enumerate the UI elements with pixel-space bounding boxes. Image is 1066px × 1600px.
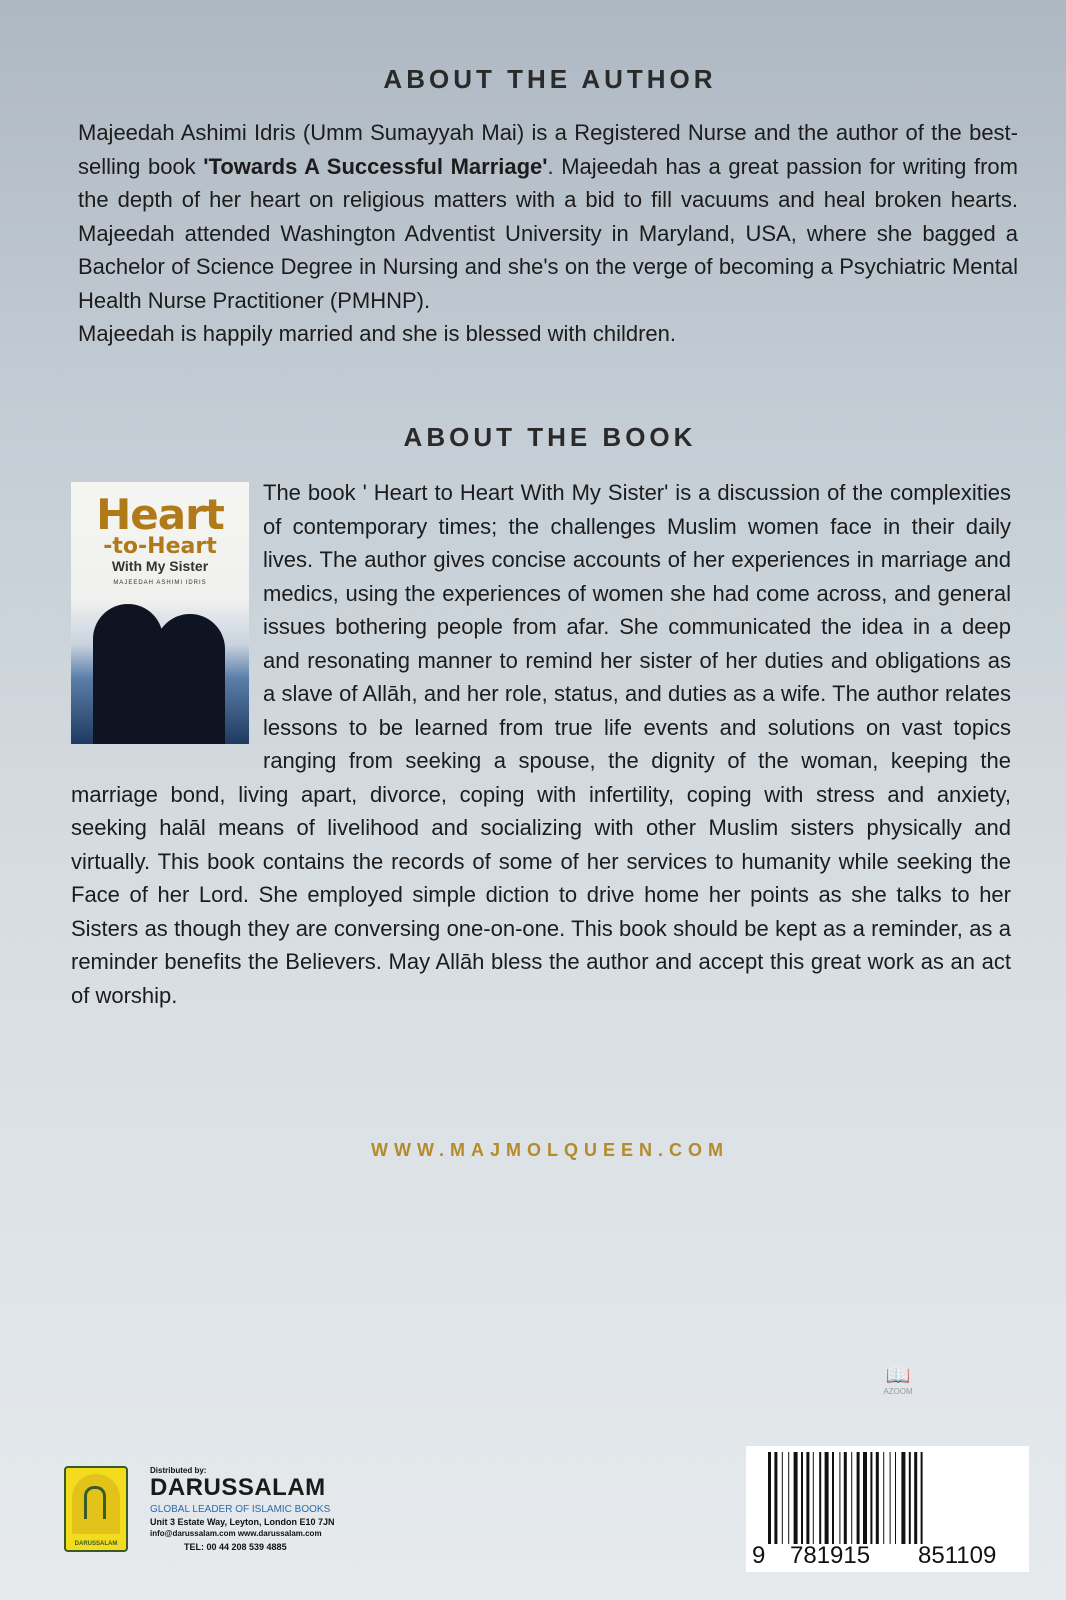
- publisher-block: [64, 1466, 364, 1556]
- book-title-bold: 'Towards A Successful Marriage': [203, 153, 548, 179]
- isbn-barcode: [746, 1446, 1029, 1572]
- publisher-name: DARUSSALAM: [150, 1474, 326, 1501]
- cover-figure-left: [93, 604, 163, 744]
- distributed-by-label: Distributed by:: [150, 1466, 207, 1475]
- website-url: WWW.MAJMOLQUEEN.COM: [371, 1140, 729, 1160]
- cover-title-line2: -to-Heart: [103, 534, 217, 559]
- author-bio: [78, 116, 1018, 351]
- azoom-watermark: [878, 1365, 918, 1396]
- author-bio-suffix: . Majeedah has a great passion for writing from the depth of her heart on religious matters with a bid to fill vacuums and heal broken hearts. Majeedah attended Washington Adventist University in Maryland, USA, where she bagged a Bachelor of Science Degree in Nursing and she's on the verge of becoming a Psychiatric Mental Health Nurse Practitioner (PMHNP).: [78, 153, 1018, 313]
- barcode-digits-right: 851109: [918, 1542, 997, 1569]
- publisher-tel: TEL: 00 44 208 539 4885: [184, 1542, 287, 1552]
- publisher-tagline: GLOBAL LEADER OF ISLAMIC BOOKS: [150, 1504, 331, 1515]
- about-author-heading: ABOUT THE AUTHOR: [383, 64, 717, 94]
- publisher-address: Unit 3 Estate Way, Leyton, London E10 7JN: [150, 1517, 335, 1527]
- book-icon: 📖: [885, 1365, 911, 1387]
- barcode-digits-left: 781915: [790, 1542, 871, 1569]
- cover-subtitle: With My Sister: [111, 558, 209, 574]
- cover-figure-right: [155, 614, 225, 744]
- book-description-block: [71, 476, 1011, 1012]
- author-bio-family: Majeedah is happily married and she is blessed with children.: [78, 321, 676, 346]
- mosque-arch-icon: [84, 1486, 106, 1519]
- author-bio-prefix: Majeedah Ashimi Idris (Umm Sumayyah Mai) is a Registered Nurse and the author of the best-selling book: [78, 120, 1018, 179]
- cover-title-line1: Heart: [96, 490, 224, 539]
- book-description-text: The book ' Heart to Heart With My Sister' is a discussion of the complexities of contemporary times; the challenges Muslim women face in their daily lives. The author gives concise accounts of her experiences in marriage and medics, using the experiences of women she had come across, and general issues bothering people from afar. She communicated the idea in a deep and resonating manner to remind her sister of her duties and obligations as a slave of Allāh, and her role, status, and duties as a wife. The author relates lessons to be learned from true life events and solutions on vast topics ranging from seeking a spouse, the dignity of the woman, keeping the marriage bond, living apart, divorce, coping with infertility, coping with stress and anxiety, seeking halāl means of livelihood and socializing with other Muslim sisters physically and virtually. This book contains the records of some of her services to humanity while seeking the Face of her Lord. She employed simple diction to drive home her points as she talks to her Sisters as though they are conversing one-on-one. This book should be kept as a reminder, as a reminder benefits the Believers. May Allāh bless the author and accept this great work as an act of worship.: [71, 480, 1011, 1008]
- cover-author: MAJEEDAH ASHIMI IDRIS: [113, 580, 207, 586]
- book-cover-image: [71, 482, 249, 744]
- publisher-contact: info@darussalam.com www.darussalam.com: [150, 1529, 322, 1538]
- about-book-heading: ABOUT THE BOOK: [403, 422, 697, 452]
- barcode-digit-first: 9: [752, 1542, 766, 1569]
- barcode-bars: [754, 1446, 1020, 1546]
- azoom-label: AZOOM: [883, 1387, 913, 1396]
- logo-label: DARUSSALAM: [74, 1541, 118, 1547]
- darussalam-logo: [64, 1466, 128, 1552]
